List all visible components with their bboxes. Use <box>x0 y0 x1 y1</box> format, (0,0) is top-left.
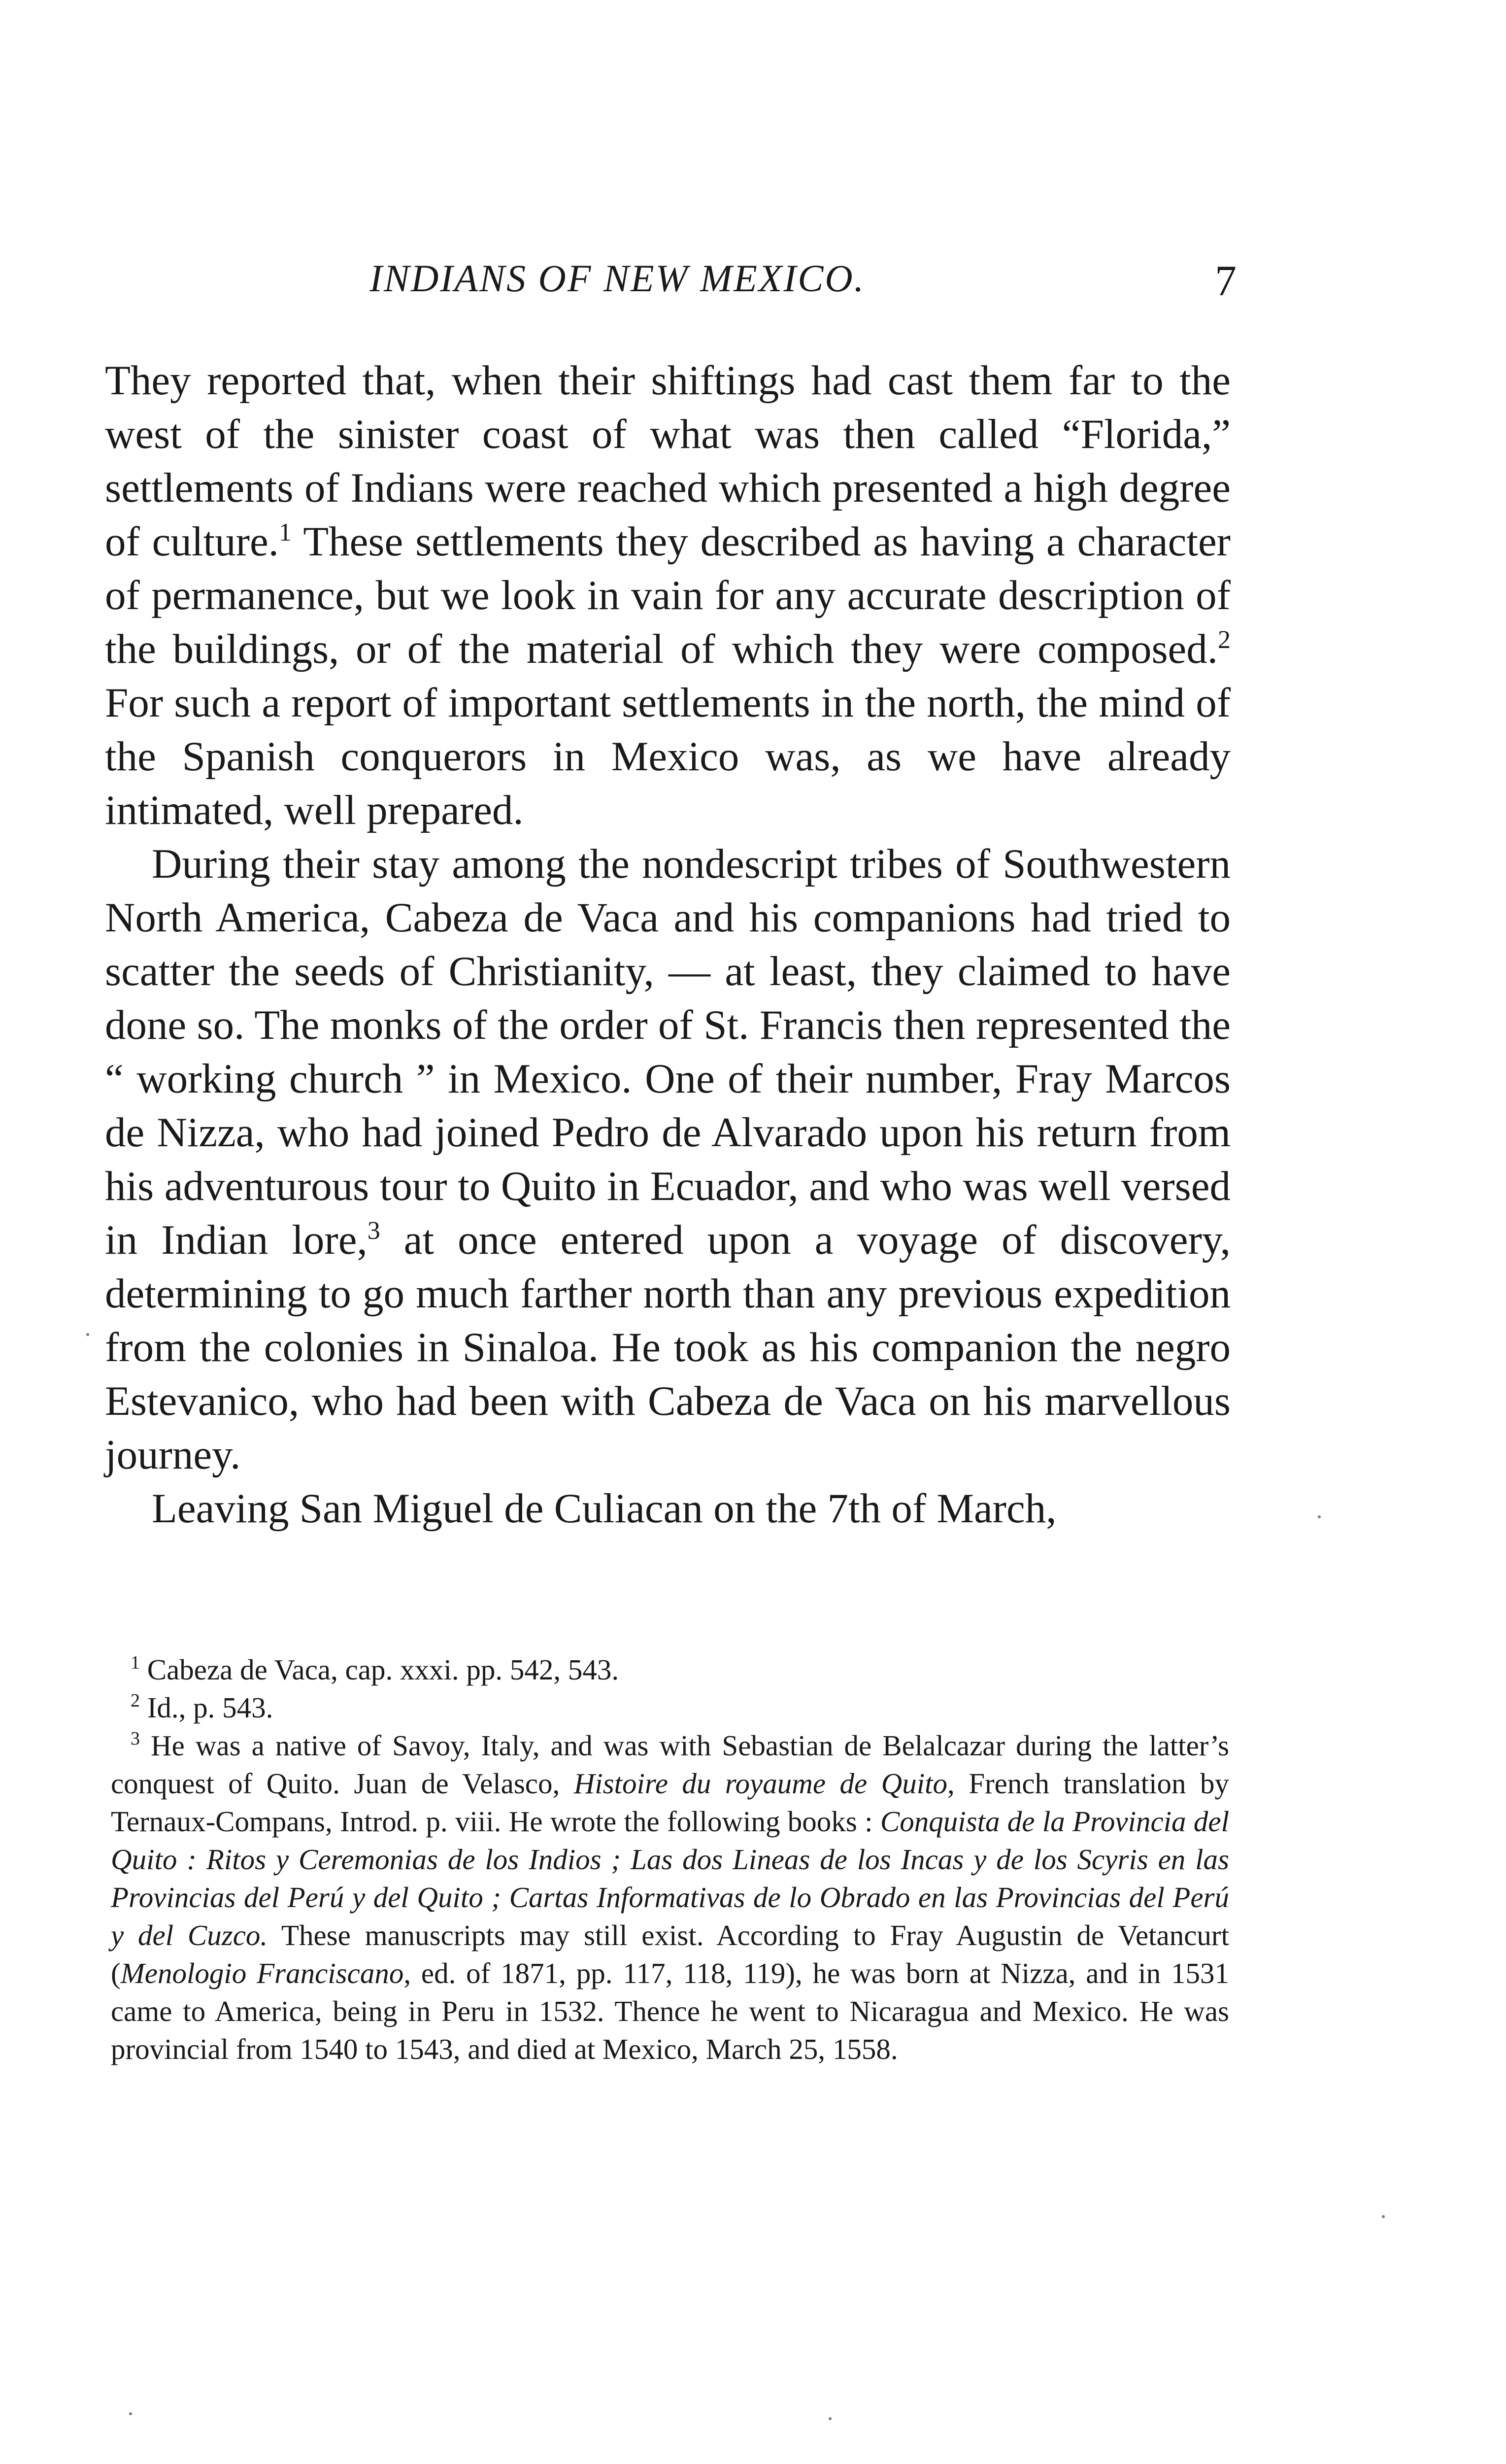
footnote-2 <box>111 1689 1229 1727</box>
speck-mark <box>1318 1515 1321 1518</box>
footnote-2-mark: 2 <box>131 1690 140 1711</box>
speck-mark <box>829 2417 832 2420</box>
footnote-3-text-d: , ed. of 1871, pp. 117, 118, 119), he was born at Nizza, and in 1531 came to America, being in Peru in 1532. Thence he went to Nicaragua and Mexico. He was provincial from 1540 to 1543, and died at Mexico, March 25, 1558. <box>111 1957 1229 2065</box>
paragraph-2-text-b: at once entered upon a voyage of discovery, determining to go much farther north than any previous expedition from the colonies in Sinaloa. He took as his companion the negro Estevanico, who had been with Cabeza de Vaca on his marvellous journey. <box>105 1217 1231 1478</box>
footnote-1-mark: 1 <box>131 1652 140 1673</box>
speck-mark <box>86 1333 89 1336</box>
running-head <box>103 256 1237 310</box>
speck-mark <box>129 2412 132 2415</box>
footnote-3-text-c: These manuscripts may still exist. According to Fray Augustin de Vetancurt ( <box>111 1919 1229 1989</box>
body-text <box>105 354 1231 1536</box>
footnote-ref-2[interactable]: 2 <box>1218 626 1231 654</box>
footnote-ref-3[interactable]: 3 <box>367 1217 380 1245</box>
footnote-1-text: Cabeza de Vaca, cap. xxxi. pp. 542, 543. <box>140 1653 619 1686</box>
footnote-ref-1[interactable]: 1 <box>278 518 292 547</box>
speck-mark <box>1382 2215 1385 2218</box>
paragraph-2 <box>105 837 1231 1482</box>
paragraph-3: Leaving San Miguel de Culiacan on the 7th of March, <box>152 1485 1057 1532</box>
paragraph-1-text-b: These settlements they described as having a character of permanence, but we look in vain for any accurate description of the buildings, or of the material of which they were composed. <box>105 518 1231 672</box>
paragraph-1 <box>105 354 1231 837</box>
running-title: INDIANS OF NEW MEXICO. <box>369 257 866 300</box>
footnote-1 <box>111 1651 1229 1689</box>
footnote-3-title-velasco: Histoire du royaume de Quito <box>573 1767 948 1800</box>
paragraph-2-text-a: During their stay among the nondescript tribes of Southwestern North America, Cabeza de Vaca and his companions had tried to scatter the seeds of Christianity, — at least, they claimed to have done so. The monks of the order of St. Francis then represented the “ working church ” in Mexico. One of their number, Fray Marcos de Nizza, who had joined Pedro de Alvarado upon his return from his adventurous tour to Quito in Ecuador, and who was well versed in Indian lore, <box>105 841 1231 1263</box>
footnote-3 <box>111 1727 1229 2068</box>
paragraph-1-text-c: For such a report of important settlements in the north, the mind of the Spanish conquerors in Mexico was, as we have already intimated, well prepared. <box>105 680 1231 833</box>
footnote-3-title-menologio: Menologio Franciscano <box>120 1957 404 1989</box>
footnotes <box>111 1651 1229 2068</box>
footnote-3-book-list: Conquista de la Provincia del Quito : Ritos y Ceremonias de los Indios ; Las dos Lineas de los Incas y de los Scyris en las Provincias del Perú y del Quito ; Cartas Informativas de lo Obrado en las Provincias del Perú y del Cuzco. <box>111 1805 1229 1951</box>
page-number: 7 <box>1215 257 1237 305</box>
footnote-3-text-b: , French translation by Ternaux-Compans, Introd. p. viii. He wrote the following books : <box>111 1767 1229 1838</box>
footnote-3-text-a: He was a native of Savoy, Italy, and was with Sebastian de Belalcazar during the latter’s conquest of Quito. Juan de Velasco, <box>111 1729 1229 1800</box>
paragraph-1-text-a: They reported that, when their shiftings had cast them far to the west of the sinister coast of what was then called “Florida,” settlements of Indians were reached which presented a high degree of culture. <box>105 357 1231 565</box>
footnote-2-text: Id., p. 543. <box>140 1691 273 1724</box>
footnote-3-mark: 3 <box>131 1728 140 1749</box>
